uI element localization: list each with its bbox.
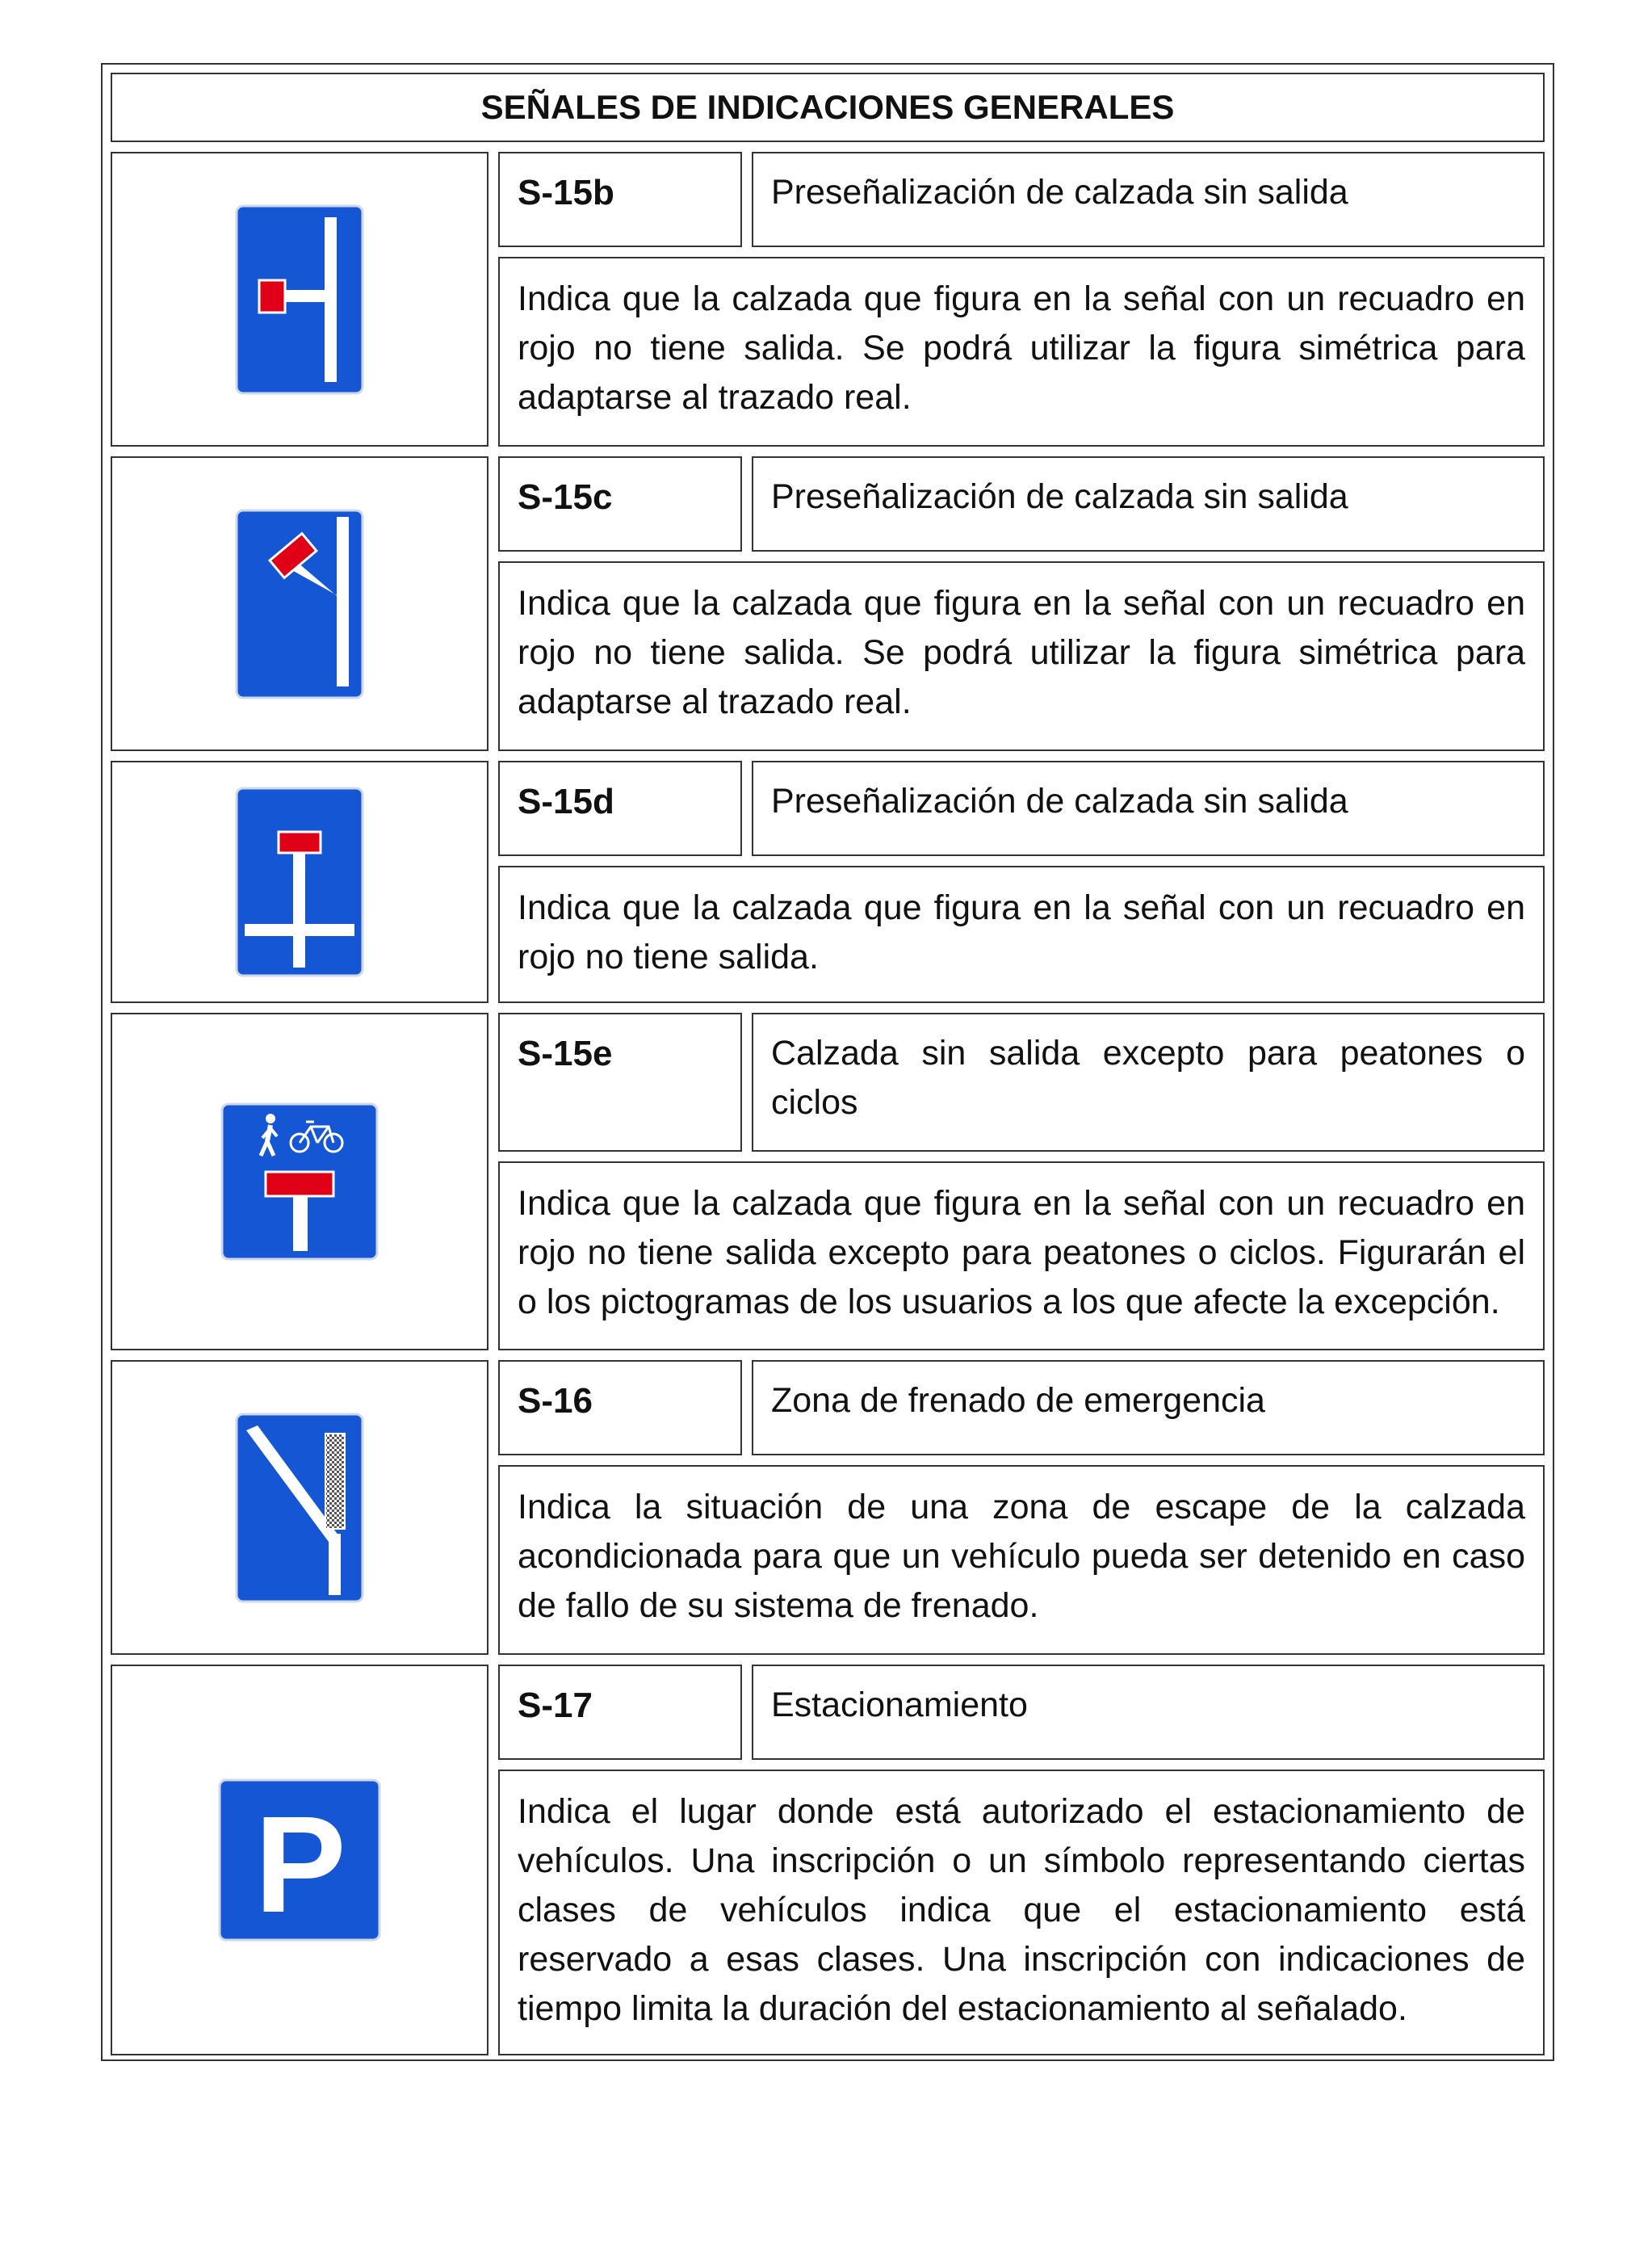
sign-description: Indica que la calzada que figura en la señal con un recuadro en rojo no tiene salida. Se podrá utilizar la figura simétrica para adaptarse al trazado real. — [498, 257, 1545, 447]
sign-name: Preseñalización de calzada sin salida — [752, 152, 1545, 247]
sign-code: S-17 — [498, 1665, 742, 1760]
sign-code: S-15b — [498, 152, 742, 247]
parking-sign-icon — [218, 1778, 381, 1942]
sign-description: Indica que la calzada que figura en la señal con un recuadro en rojo no tiene salida excepto para peatones o ciclos. Figurarán el o los pictogramas de los usuarios a los que afecte la excepción. — [498, 1161, 1545, 1350]
sign-description: Indica que la calzada que figura en la señal con un recuadro en rojo no tiene salida. — [498, 866, 1545, 1003]
sign-name: Calzada sin salida excepto para peatones o ciclos — [752, 1013, 1545, 1152]
sign-cell-s15e — [111, 1013, 488, 1350]
sign-description: Indica la situación de una zona de escape de la calzada acondicionada para que un vehículo pueda ser detenido en caso de fallo de su sistema de frenado. — [498, 1465, 1545, 1655]
sign-code: S-15d — [498, 761, 742, 856]
sign-name: Zona de frenado de emergencia — [752, 1360, 1545, 1455]
dead-end-crossroad-sign-icon — [235, 787, 364, 977]
sign-name: Estacionamiento — [752, 1665, 1545, 1760]
sign-cell-s15b — [111, 152, 488, 447]
sign-code: S-15e — [498, 1013, 742, 1152]
sign-description: Indica que la calzada que figura en la señal con un recuadro en rojo no tiene salida. Se podrá utilizar la figura simétrica para adaptarse al trazado real. — [498, 561, 1545, 751]
sign-cell-s15d — [111, 761, 488, 1003]
sign-name: Preseñalización de calzada sin salida — [752, 761, 1545, 856]
dead-end-except-pedestrians-cycles-sign-icon — [220, 1102, 379, 1261]
sign-code: S-15c — [498, 456, 742, 552]
sign-name: Preseñalización de calzada sin salida — [752, 456, 1545, 552]
dead-end-oblique-road-sign-icon — [235, 509, 364, 699]
sign-cell-s15c — [111, 456, 488, 751]
sign-code: S-16 — [498, 1360, 742, 1455]
dead-end-side-road-sign-icon — [235, 204, 364, 395]
sign-cell-s17 — [111, 1665, 488, 2055]
sign-cell-s16 — [111, 1360, 488, 1655]
parking-glyph: P — [254, 1788, 346, 1942]
table-title: SEÑALES DE INDICACIONES GENERALES — [111, 73, 1545, 142]
sign-description: Indica el lugar donde está autorizado el estacionamiento de vehículos. Una inscripción o un símbolo representando ciertas clases de vehículos indica que el estacionamiento está reservado a esas clases. Una inscripción con indicaciones de tiempo limita la duración del estacionamiento al señalado. — [498, 1770, 1545, 2055]
emergency-braking-zone-sign-icon — [235, 1413, 364, 1603]
